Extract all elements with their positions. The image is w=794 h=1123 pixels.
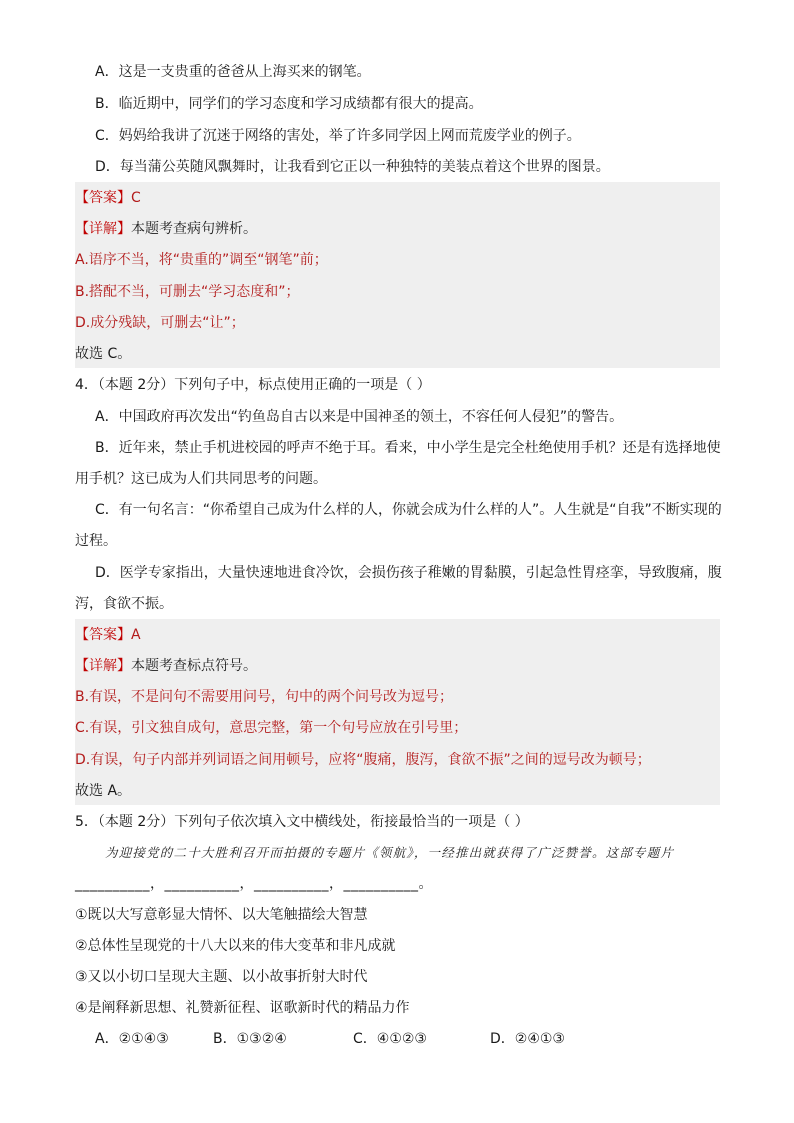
q5-stem: 5．（本题 2分）下列句子依次填入文中横线处，衔接最恰当的一项是（ ） xyxy=(75,814,529,830)
q4-option-b-cont: 用手机？这已成为人们共同思考的问题。 xyxy=(75,471,327,487)
q4-answer-value: A xyxy=(131,627,141,643)
q3-note-b: B.搭配不当，可删去“学习态度和”； xyxy=(75,284,300,300)
q3-answer-value: C xyxy=(131,190,141,206)
q5-choice-a: A．②①④③ xyxy=(95,1031,169,1047)
q4-option-c-cont: 过程。 xyxy=(75,533,117,549)
q5-choices xyxy=(95,1029,565,1049)
q5-item-1: ①既以大写意彰显大情怀、以大笔触描绘大智慧 xyxy=(75,907,368,923)
q3-answer xyxy=(75,188,141,208)
q3-detail-tag: 【详解】 xyxy=(75,221,131,237)
q3-note-a: A.语序不当，将“贵重的”调至“钢笔”前； xyxy=(75,252,328,268)
q3-option-a: A．这是一支贵重的爸爸从上海买来的钢笔。 xyxy=(95,64,371,80)
q3-option-b: B．临近期中，同学们的学习态度和学习成绩都有很大的提高。 xyxy=(95,96,483,112)
q5-item-2: ②总体性呈现党的十八大以来的伟大变革和非凡成就 xyxy=(75,938,396,954)
q4-note-d: D.有误，句子内部并列词语之间用顿号，应将“腹痛，腹泻，食欲不振”之间的逗号改为顿号； xyxy=(75,752,651,768)
q5-blanks: __________，__________，__________，__________。 xyxy=(75,876,433,892)
q5-item-4: ④是阐释新思想、礼赞新征程、讴歌新时代的精品力作 xyxy=(75,1000,410,1016)
q4-option-c: C．有一句名言：“你希望自己成为什么样的人，你就会成为什么样的人”。人生就是“自我”不断实现的 xyxy=(95,502,722,518)
q4-option-a: A．中国政府再次发出“钓鱼岛自古以来是中国神圣的领土，不容任何人侵犯”的警告。 xyxy=(95,409,624,425)
q5-passage: 为迎接党的二十大胜利召开而拍摄的专题片《领航》，一经推出就获得了广泛赞誉。这部专题片 xyxy=(105,845,675,860)
q5-choice-d: D．②④①③ xyxy=(490,1031,565,1047)
q3-answer-block xyxy=(75,182,720,368)
q4-option-b: B．近年来，禁止手机进校园的呼声不绝于耳。看来，中小学生是完全杜绝使用手机？还是有选择地使 xyxy=(95,440,721,456)
q4-stem: 4．（本题 2分）下列句子中，标点使用正确的一项是（ ） xyxy=(75,377,431,393)
q3-option-c: C．妈妈给我讲了沉迷于网络的害处，举了许多同学因上网而荒废学业的例子。 xyxy=(95,128,581,144)
q3-answer-tag: 【答案】 xyxy=(75,190,131,206)
q5-choice-c: C．④①②③ xyxy=(353,1031,427,1047)
q4-conclusion: 故选 A。 xyxy=(75,783,132,799)
q4-answer-block xyxy=(75,619,720,805)
q4-detail-text: 本题考查标点符号。 xyxy=(131,658,257,674)
q3-detail-text: 本题考查病句辨析。 xyxy=(131,221,257,237)
q4-detail-tag: 【详解】 xyxy=(75,658,131,674)
q5-item-3: ③又以小切口呈现大主题、以小故事折射大时代 xyxy=(75,969,368,985)
q3-detail xyxy=(75,219,257,239)
q3-option-d: D．每当蒲公英随风飘舞时，让我看到它正以一种独特的美装点着这个世界的图景。 xyxy=(95,159,610,175)
q4-note-b: B.有误，不是问句不需要用问号，句中的两个问号改为逗号； xyxy=(75,689,454,705)
q4-option-d: D．医学专家指出，大量快速地进食冷饮，会损伤孩子稚嫩的胃黏膜，引起急性胃痉挛，导致腹痛，腹 xyxy=(95,565,722,581)
q3-note-d: D.成分残缺，可删去“让”； xyxy=(75,315,245,331)
q4-note-c: C.有误，引文独自成句，意思完整，第一个句号应放在引号里； xyxy=(75,720,468,736)
q4-answer-tag: 【答案】 xyxy=(75,627,131,643)
q4-option-d-cont: 泻，食欲不振。 xyxy=(75,596,173,612)
q4-detail xyxy=(75,656,257,676)
q5-choice-b: B．①③②④ xyxy=(213,1031,287,1047)
q3-conclusion: 故选 C。 xyxy=(75,346,132,362)
q4-answer xyxy=(75,625,141,645)
